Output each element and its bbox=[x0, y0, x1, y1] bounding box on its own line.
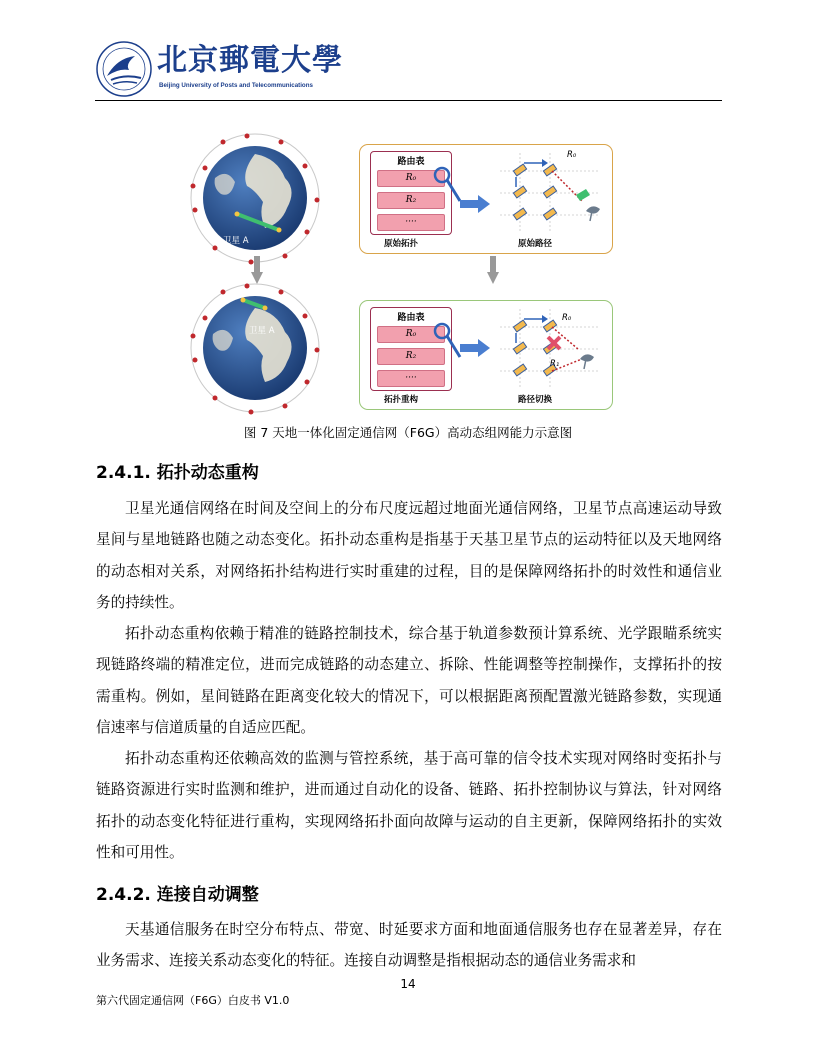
page-header bbox=[95, 38, 722, 101]
arrow-right-icon bbox=[460, 339, 490, 357]
panel-caption-left: 拓扑重构 bbox=[384, 395, 419, 405]
globe-top-image bbox=[185, 128, 325, 268]
routing-row: R₂ bbox=[377, 348, 445, 365]
satellite-a-label-top: 卫星 A bbox=[223, 236, 249, 246]
panel-caption-left: 原始拓扑 bbox=[384, 239, 419, 249]
university-name-cn: 北京郵電大學 bbox=[157, 43, 343, 78]
magnifier-icon bbox=[432, 165, 462, 205]
path-switch-diagram bbox=[490, 305, 608, 391]
routing-row: ···· bbox=[377, 214, 445, 231]
globe-bottom-image bbox=[185, 278, 325, 418]
bottom-panel bbox=[359, 300, 613, 410]
route-label-b: R₁ bbox=[550, 359, 560, 369]
page-footer: 第六代固定通信网（F6G）白皮书 V1.0 bbox=[96, 994, 290, 1007]
routing-row: R₂ bbox=[377, 192, 445, 209]
university-name-en: Beijing University of Posts and Telecommunications bbox=[159, 82, 313, 89]
routing-table-title: 路由表 bbox=[397, 157, 425, 167]
body-paragraph: 拓扑动态重构依赖于精准的链路控制技术，综合基于轨道参数预计算系统、光学跟瞄系统实现链路终端的精准定位，进而完成链路的动态建立、拆除、性能调整等控制操作，支撑拓扑的按需重构。例如，星间链路在距离变化较大的情况下，可以根据距离预配置激光链路参数，实现通信速率与信道质量的自适应匹配。 bbox=[96, 625, 722, 736]
section-heading: 2.4.2. 连接自动调整 bbox=[96, 885, 259, 905]
routing-row: R₀ bbox=[377, 326, 445, 343]
dynamic-networking-figure bbox=[185, 128, 625, 413]
route-label: R₀ bbox=[567, 150, 577, 160]
route-label-a: R₀ bbox=[562, 313, 572, 323]
body-paragraph: 拓扑动态重构还依赖高效的监测与管控系统，基于高可靠的信令技术实现对网络时变拓扑与链路资源进行实时监测和维护，进而通过自动化的设备、链路、拓扑控制协议与算法，针对网络拓扑的动态变化特征进行重构，实现网络拓扑面向故障与运动的自主更新，保障网络拓扑的实效性和可用性。 bbox=[96, 750, 722, 861]
original-path-diagram bbox=[490, 149, 608, 235]
routing-row: ···· bbox=[377, 370, 445, 387]
body-paragraph: 卫星光通信网络在时间及空间上的分布尺度远超过地面光通信网络，卫星节点高速运动导致星间与星地链路也随之动态变化。拓扑动态重构是指基于天基卫星节点的运动特征以及天地网络的动态相对关系，对网络拓扑结构进行实时重建的过程，目的是保障网络拓扑的时效性和通信业务的持续性。 bbox=[96, 500, 722, 611]
arrow-right-icon bbox=[460, 195, 490, 213]
figure-caption: 图 7 天地一体化固定通信网（F6G）高动态组网能力示意图 bbox=[243, 425, 573, 440]
panel-caption-right: 路径切换 bbox=[518, 395, 553, 405]
section-heading: 2.4.1. 拓扑动态重构 bbox=[96, 463, 259, 483]
panel-caption-right: 原始路径 bbox=[518, 239, 553, 249]
routing-row: R₀ bbox=[377, 170, 445, 187]
arrow-down-icon bbox=[487, 256, 499, 284]
satellite-a-label-bottom: 卫星 A bbox=[249, 326, 275, 336]
page-number: 14 bbox=[400, 977, 416, 991]
university-emblem-icon bbox=[95, 40, 153, 98]
routing-table-title: 路由表 bbox=[397, 313, 425, 323]
top-panel bbox=[359, 144, 613, 254]
body-paragraph: 天基通信服务在时空分布特点、带宽、时延要求方面和地面通信服务也存在显著差异，存在业务需求、连接关系动态变化的特征。连接自动调整是指根据动态的通信业务需求和 bbox=[96, 921, 722, 970]
magnifier-icon bbox=[432, 321, 462, 361]
